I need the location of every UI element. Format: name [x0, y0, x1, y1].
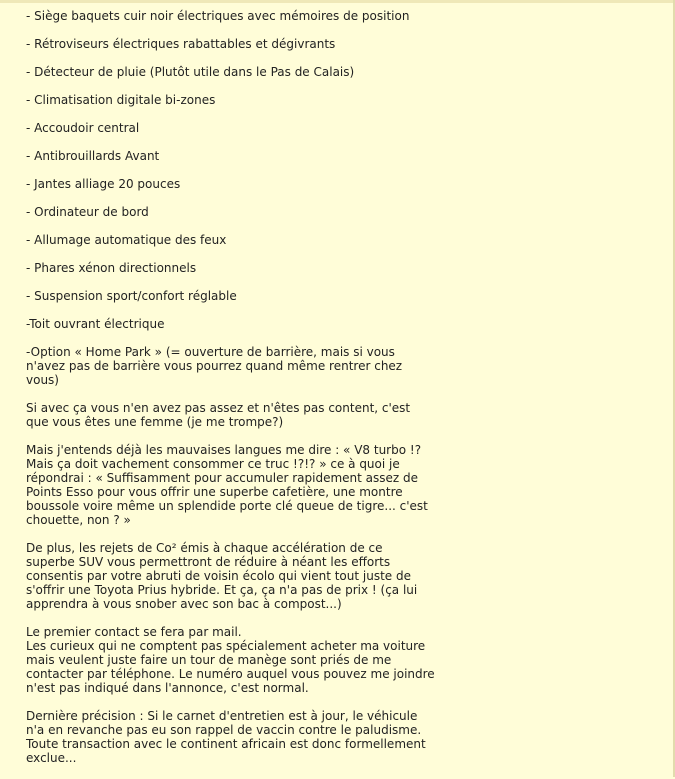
feature-item: - Siège baquets cuir noir électriques avec mémoires de position [26, 9, 410, 23]
text-line: De plus, les rejets de Co² émis à chaque accélération de ce [26, 541, 383, 555]
final-note-paragraph [26, 709, 466, 765]
text-line: exclue... [26, 751, 77, 765]
text-line: Toute transaction avec le continent africain est donc formellement [26, 737, 426, 751]
feature-item: - Allumage automatique des feux [26, 233, 227, 247]
text-line: Mais j'entends déjà les mauvaises langues me dire : « V8 turbo !? [26, 443, 422, 457]
consumption-paragraph [26, 443, 466, 527]
text-line: vous) [26, 373, 59, 387]
text-line: Points Esso pour vous offrir une superbe cafetière, une montre [26, 485, 403, 499]
text-line: répondrai : « Suffisamment pour accumuler rapidement assez de [26, 471, 419, 485]
text-line: -Option « Home Park » (= ouverture de barrière, mais si vous [26, 345, 395, 359]
emissions-paragraph [26, 541, 466, 611]
text-line: apprendra à vous snober avec son bac à compost...) [26, 597, 342, 611]
home-park-option-paragraph [26, 345, 466, 387]
feature-item: - Rétroviseurs électriques rabattables et dégivrants [26, 37, 336, 51]
text-line: chouette, non ? » [26, 513, 131, 527]
feature-item: -Toit ouvrant électrique [26, 317, 165, 331]
feature-item: - Antibrouillards Avant [26, 149, 160, 163]
text-line: n'est pas indiqué dans l'annonce, c'est normal. [26, 681, 309, 695]
feature-item: - Climatisation digitale bi-zones [26, 93, 216, 107]
listing-description [26, 9, 466, 779]
text-line: Les curieux qui ne comptent pas spécialement acheter ma voiture [26, 639, 426, 653]
joke-paragraph [26, 401, 466, 429]
text-line: Dernière précision : Si le carnet d'entretien est à jour, le véhicule [26, 709, 418, 723]
text-line: contacter par téléphone. Le numéro auquel vous pouvez me joindre [26, 667, 435, 681]
text-line: n'avez pas de barrière vous pourrez quand même rentrer chez [26, 359, 403, 373]
feature-item: - Détecteur de pluie (Plutôt utile dans le Pas de Calais) [26, 65, 355, 79]
text-line: Si avec ça vous n'en avez pas assez et n'êtes pas content, c'est [26, 401, 411, 415]
text-line: boussole voire même un splendide porte clé queue de tigre... c'est [26, 499, 428, 513]
feature-item: - Phares xénon directionnels [26, 261, 197, 275]
text-line: mais veulent juste faire un tour de manège sont priés de me [26, 653, 392, 667]
top-border [0, 0, 675, 3]
feature-item: - Suspension sport/confort réglable [26, 289, 237, 303]
feature-item: - Ordinateur de bord [26, 205, 149, 219]
feature-item: - Jantes alliage 20 pouces [26, 177, 181, 191]
feature-list [26, 9, 466, 331]
text-line: s'offrir une Toyota Prius hybride. Et ça, ça n'a pas de prix ! (ça lui [26, 583, 418, 597]
text-line: superbe SUV vous permettront de réduire à néant les efforts [26, 555, 391, 569]
text-line: Mais ça doit vachement consommer ce truc !?!? » ce à quoi je [26, 457, 400, 471]
text-line: consentis par votre abruti de voisin écolo qui vient tout juste de [26, 569, 411, 583]
text-line: n'a en revanche pas eu son rappel de vaccin contre le paludisme. [26, 723, 422, 737]
text-line: que vous êtes une femme (je me trompe?) [26, 415, 284, 429]
text-line: Le premier contact se fera par mail. [26, 625, 242, 639]
feature-item: - Accoudoir central [26, 121, 140, 135]
contact-paragraph [26, 625, 466, 695]
